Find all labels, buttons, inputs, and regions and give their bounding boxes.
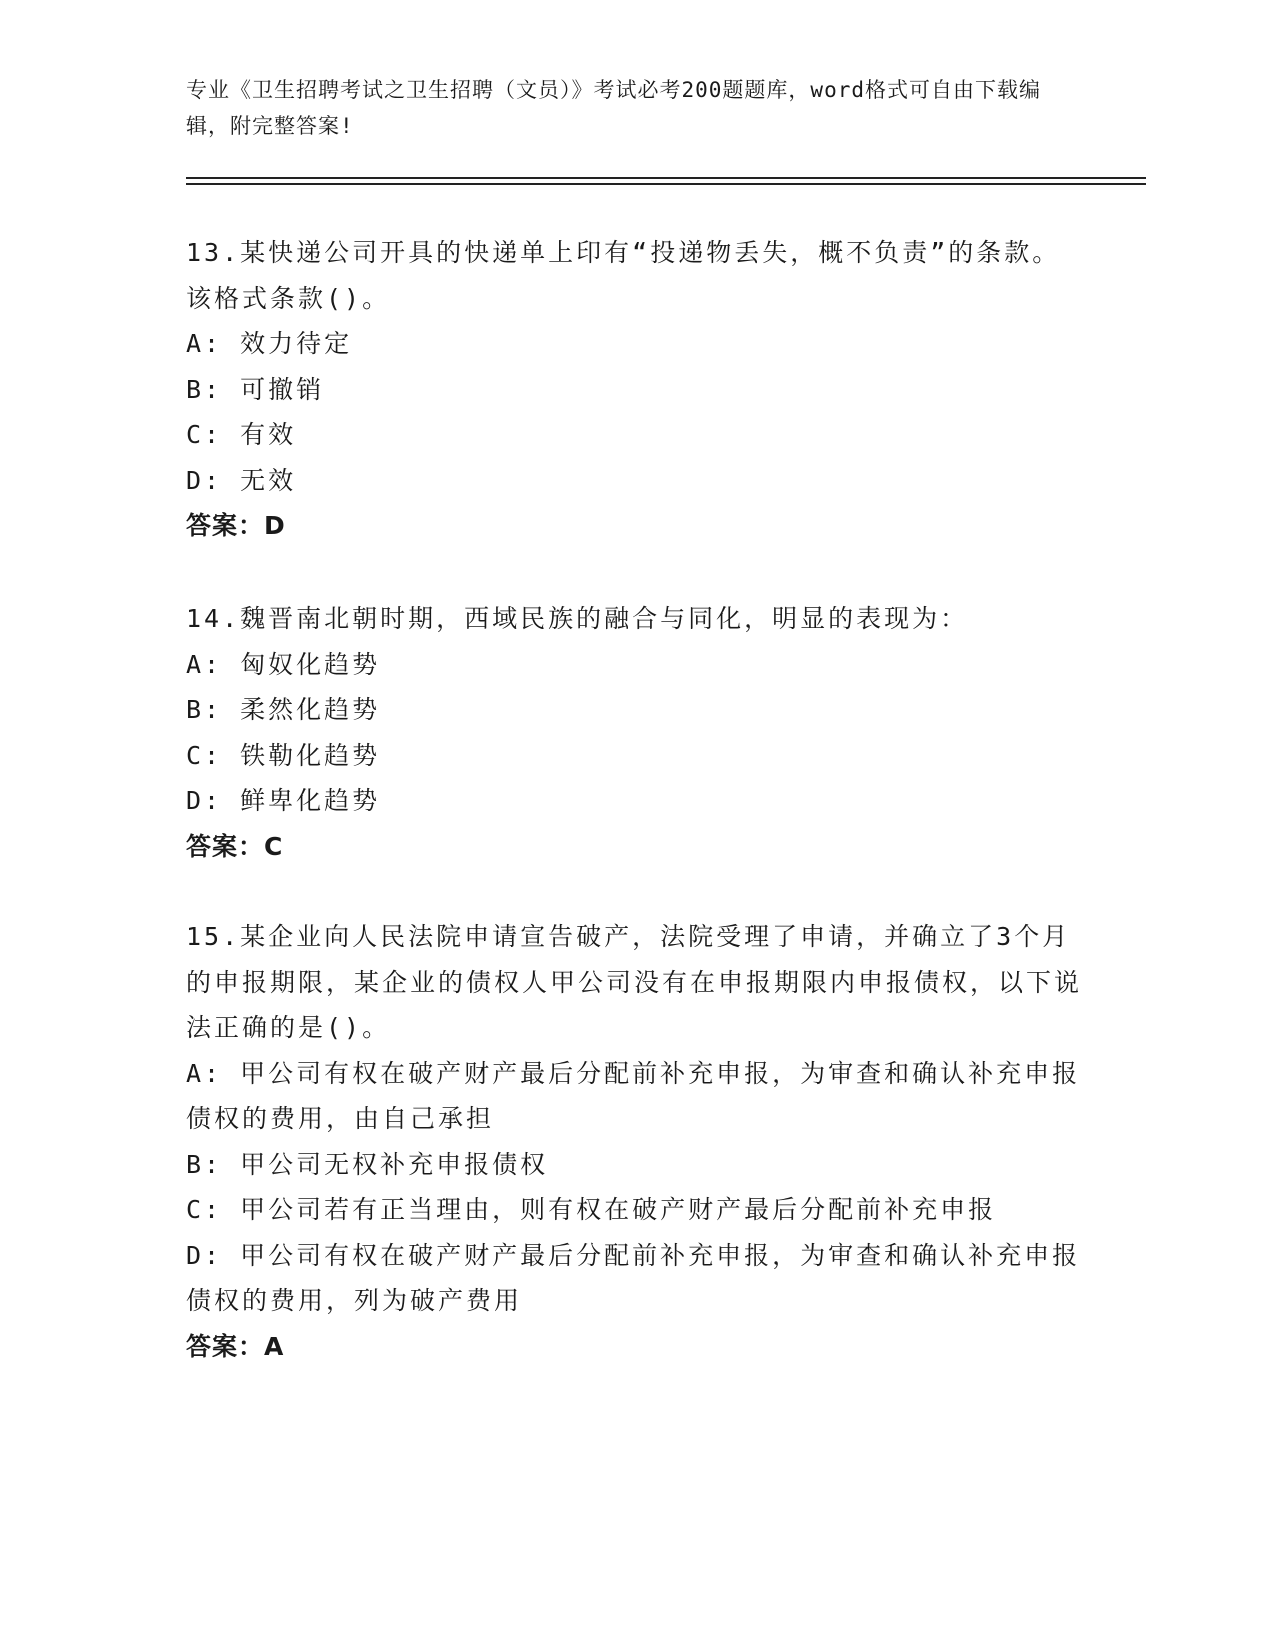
header-divider-bottom: [186, 183, 1146, 185]
option-c: C: 有效: [186, 420, 297, 449]
option-a: A: 甲公司有权在破产财产最后分配前补充申报，为审查和确认补充申报债权的费用，由自己承担: [186, 1058, 1081, 1133]
option-b: B: 柔然化趋势: [186, 695, 381, 724]
question-stem: 14.魏晋南北朝时期，西域民族的融合与同化，明显的表现为：: [186, 604, 969, 633]
option-d: D: 甲公司有权在破产财产最后分配前补充申报，为审查和确认补充申报债权的费用，列为破产费用: [186, 1240, 1081, 1315]
question-13: [186, 230, 1086, 549]
option-c: C: 甲公司若有正当理由，则有权在破产财产最后分配前补充申报: [186, 1195, 997, 1224]
option-d: D: 鲜卑化趋势: [186, 786, 381, 815]
answer: 答案：C: [186, 831, 284, 861]
option-b: B: 甲公司无权补充申报债权: [186, 1149, 549, 1179]
answer: 答案：A: [186, 1331, 285, 1361]
option-b: B: 可撤销: [186, 374, 325, 404]
question-stem: 13.某快递公司开具的快递单上印有“投递物丢失，概不负责”的条款。该格式条款()。: [186, 238, 1061, 313]
question-14: [186, 596, 1086, 869]
answer: 答案：D: [186, 511, 286, 540]
question-stem: 15.某企业向人民法院申请宣告破产，法院受理了申请，并确立了3个月的申报期限，某企业的债权人甲公司没有在申报期限内申报债权，以下说法正确的是()。: [186, 922, 1083, 1042]
option-a: A: 效力待定: [186, 329, 353, 358]
option-a: A: 匈奴化趋势: [186, 649, 381, 679]
option-d: D: 无效: [186, 465, 297, 495]
question-15: [186, 914, 1086, 1369]
option-c: C: 铁勒化趋势: [186, 740, 381, 770]
header-divider-top: [186, 177, 1146, 179]
document-header: 专业《卫生招聘考试之卫生招聘（文员）》考试必考200题题库，word格式可自由下载编辑，附完整答案!: [186, 78, 1041, 138]
